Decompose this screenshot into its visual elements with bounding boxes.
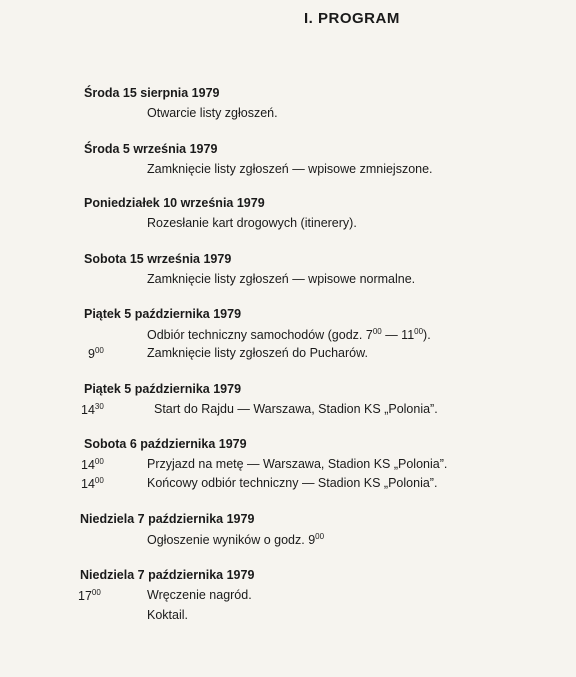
text-superscript: 00	[372, 327, 382, 336]
text-part: ).	[423, 328, 431, 342]
entry-text: Końcowy odbiór techniczny — Stadion KS „Polonia”.	[147, 476, 438, 490]
entry-line	[0, 216, 576, 234]
entry-line	[0, 346, 576, 364]
entry-time	[88, 346, 104, 361]
time-hour: 14	[81, 403, 95, 417]
entry-time	[81, 476, 104, 491]
text-superscript: 00	[414, 327, 424, 336]
entry-line	[0, 162, 576, 180]
entry-text: Przyjazd na metę — Warszawa, Stadion KS „Polonia”.	[147, 457, 448, 471]
entry-line	[0, 476, 576, 494]
entry-date: Środa 5 września 1979	[84, 142, 218, 156]
entry-text: Wręczenie nagród.	[147, 588, 252, 602]
time-hour: 14	[81, 477, 95, 491]
entry-date: Środa 15 sierpnia 1979	[84, 86, 220, 100]
entry-text: Otwarcie listy zgłoszeń.	[147, 106, 278, 120]
entry-text: Zamknięcie listy zgłoszeń — wpisowe normalne.	[147, 272, 416, 286]
entry-time	[81, 402, 104, 417]
entry-text: Zamknięcie listy zgłoszeń — wpisowe zmniejszone.	[147, 162, 433, 176]
time-minutes: 30	[94, 402, 104, 411]
entry-text: Koktail.	[147, 608, 188, 622]
text-superscript: 00	[315, 532, 325, 541]
entry-text	[147, 532, 324, 547]
entry-date: Sobota 6 października 1979	[84, 437, 247, 451]
time-minutes: 00	[94, 476, 104, 485]
entry-date: Piątek 5 października 1979	[84, 382, 242, 396]
entry-line	[0, 608, 576, 626]
page-title: I. PROGRAM	[304, 10, 400, 27]
entry-text: Zamknięcie listy zgłoszeń do Pucharów.	[147, 346, 368, 360]
entry-line	[0, 457, 576, 475]
time-hour: 17	[78, 589, 92, 603]
entry-line	[0, 272, 576, 290]
entry-line	[0, 327, 576, 345]
text-part: Ogłoszenie wyników o godz. 9	[147, 533, 316, 547]
time-minutes: 00	[94, 457, 104, 466]
entry-date: Niedziela 7 października 1979	[80, 568, 255, 582]
entry-line	[0, 106, 576, 124]
entry-date: Piątek 5 października 1979	[84, 307, 242, 321]
entry-line	[0, 402, 576, 420]
time-minutes: 00	[94, 346, 104, 355]
entry-date: Sobota 15 września 1979	[84, 252, 232, 266]
time-hour: 14	[81, 458, 95, 472]
entry-line	[0, 532, 576, 550]
time-hour: 9	[88, 347, 95, 361]
time-minutes: 00	[91, 588, 101, 597]
entry-line	[0, 588, 576, 606]
text-part: Odbiór techniczny samochodów (godz. 7	[147, 328, 373, 342]
entry-time	[78, 588, 101, 603]
entry-date: Poniedziałek 10 września 1979	[84, 196, 265, 210]
entry-text: Rozesłanie kart drogowych (itinerery).	[147, 216, 357, 230]
text-part: — 11	[381, 328, 415, 342]
entry-text	[147, 327, 431, 342]
entry-date: Niedziela 7 października 1979	[80, 512, 255, 526]
entry-time	[81, 457, 104, 472]
entry-text: Start do Rajdu — Warszawa, Stadion KS „Polonia”.	[154, 402, 438, 416]
